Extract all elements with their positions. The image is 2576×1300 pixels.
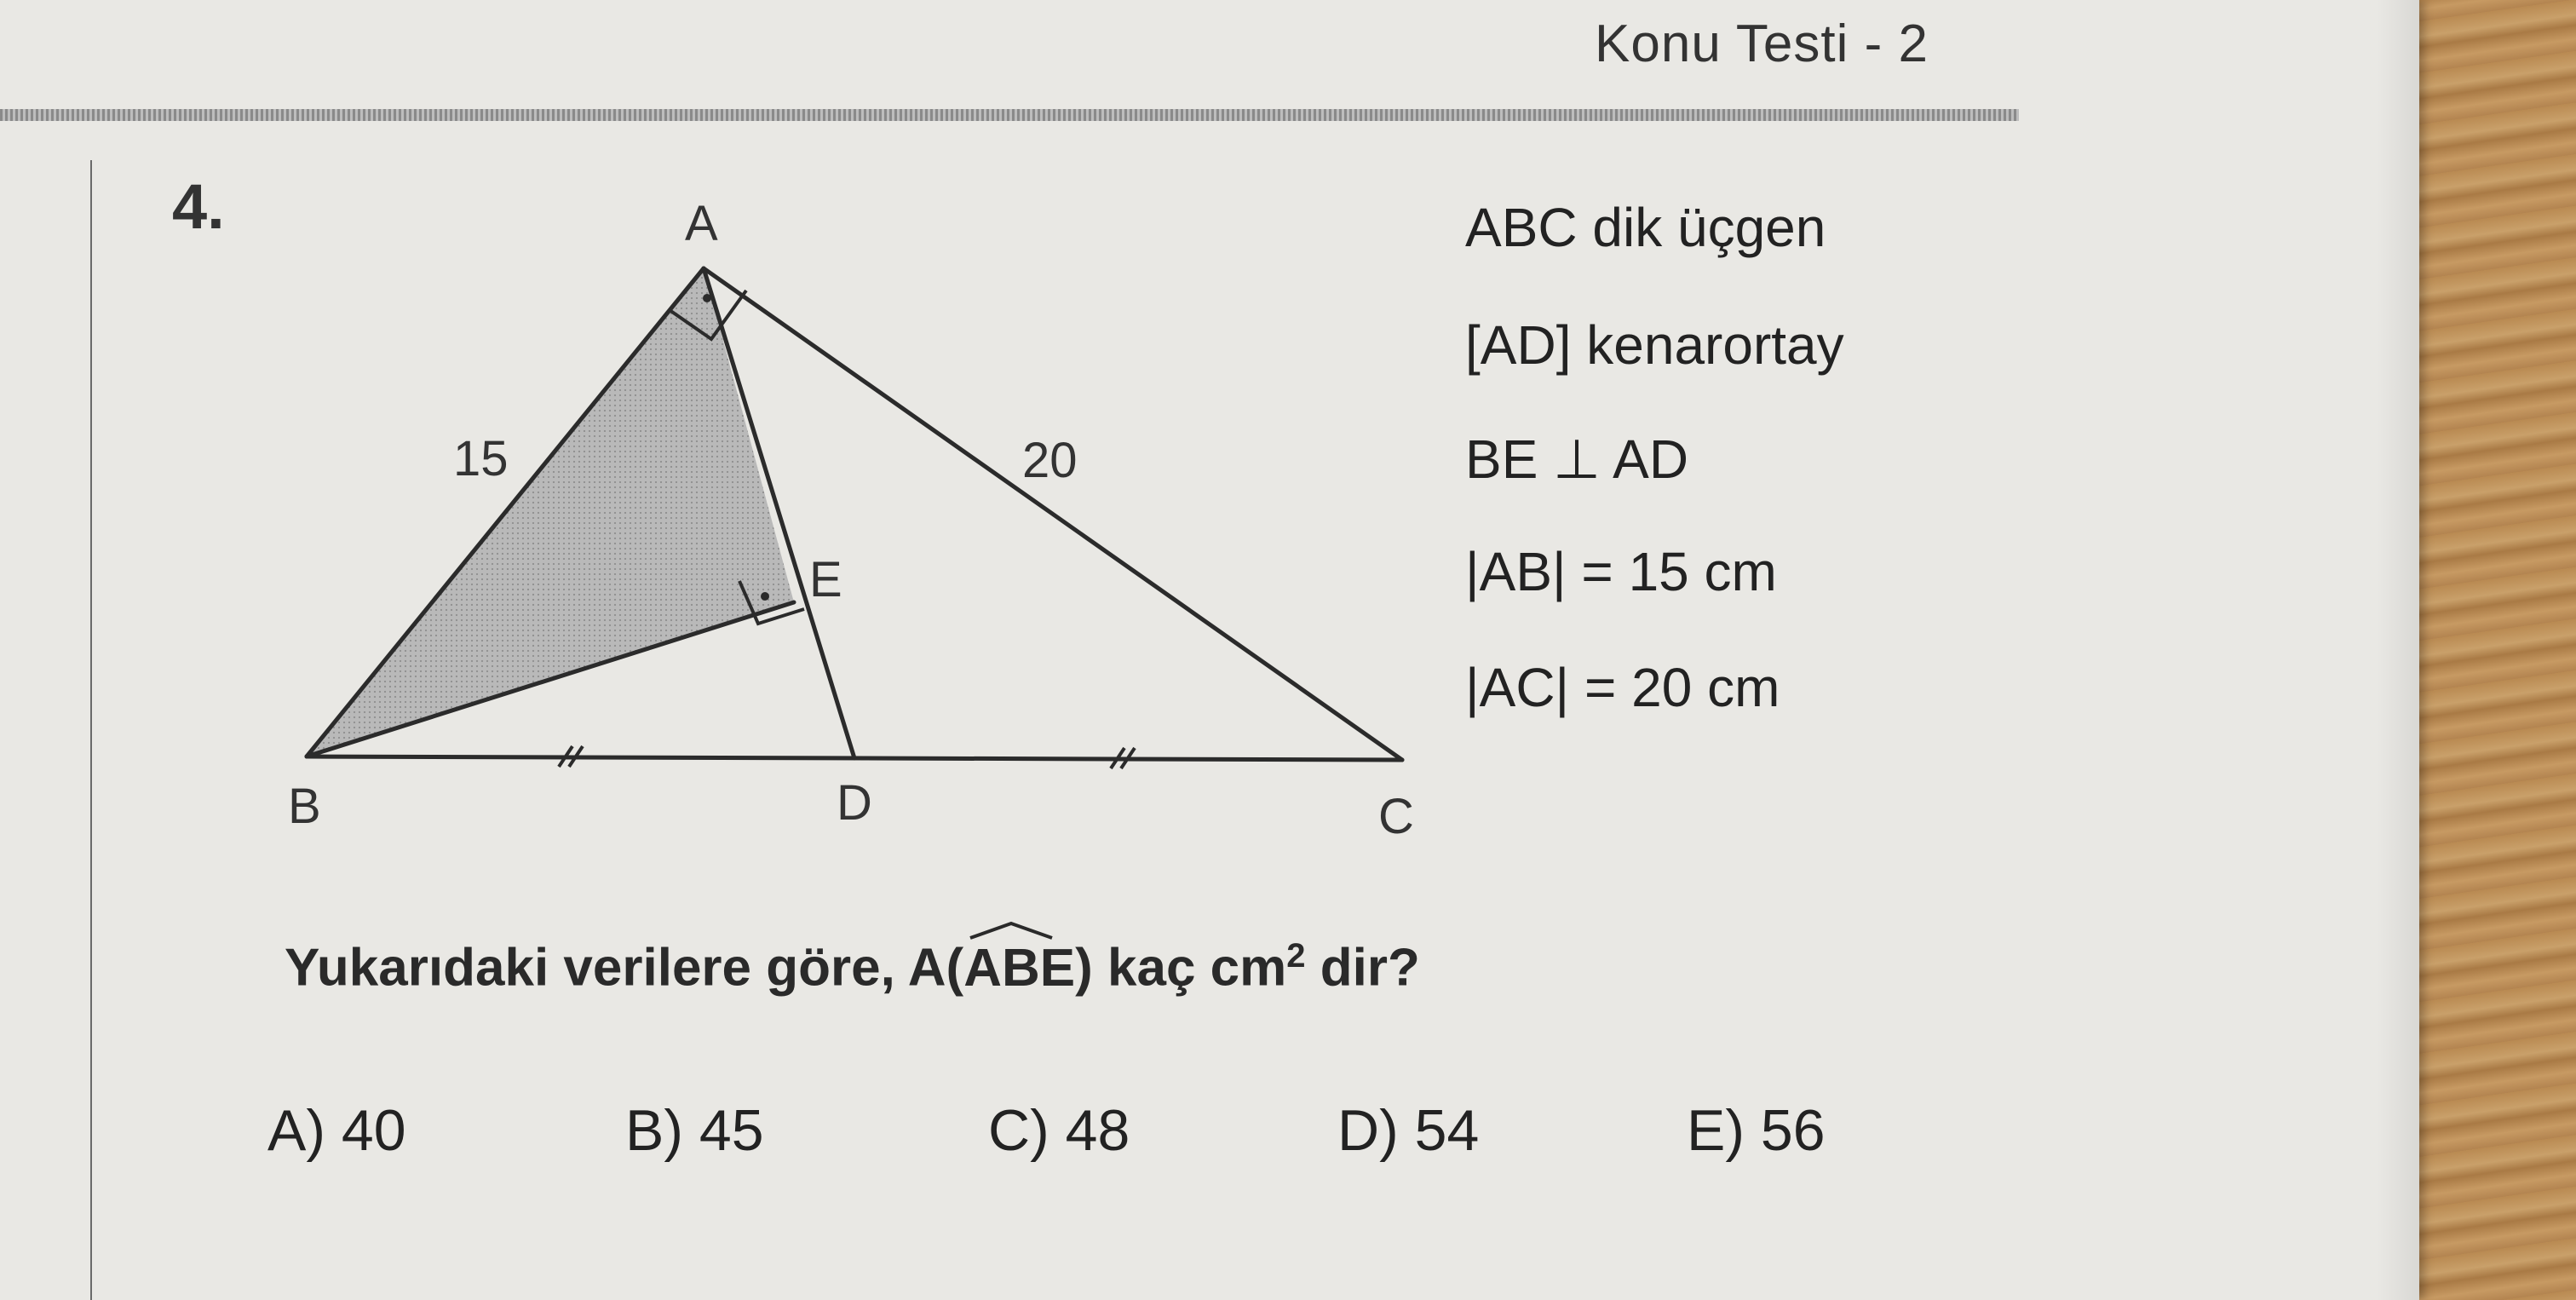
choice-a[interactable] bbox=[267, 1097, 406, 1164]
prompt-mid: ) kaç cm bbox=[1075, 938, 1287, 998]
vertex-label-e: E bbox=[809, 552, 842, 607]
choice-d-letter: D) bbox=[1337, 1098, 1399, 1163]
choice-c[interactable] bbox=[988, 1097, 1130, 1164]
choice-e-letter: E) bbox=[1687, 1098, 1745, 1163]
given-ab-length: |AB| = 15 cm bbox=[1465, 541, 1777, 602]
prompt-after: dir? bbox=[1305, 938, 1420, 998]
shaded-region-abe bbox=[307, 268, 794, 756]
given-median: [AD] kenarortay bbox=[1465, 314, 1844, 376]
area-notation bbox=[963, 938, 1075, 998]
given-right-triangle: ABC dik üçgen bbox=[1465, 197, 1826, 258]
side-ac bbox=[704, 268, 1402, 760]
prompt-before: Yukarıdaki verilere göre, A( bbox=[285, 938, 964, 998]
choice-d[interactable] bbox=[1337, 1097, 1479, 1164]
choice-a-value: 40 bbox=[341, 1098, 406, 1163]
vertex-label-d: D bbox=[837, 775, 872, 831]
choice-b-value: 45 bbox=[699, 1098, 764, 1163]
choice-c-value: 48 bbox=[1065, 1098, 1130, 1163]
question-number: 4. bbox=[172, 171, 225, 242]
choice-b[interactable] bbox=[625, 1097, 764, 1164]
arc-hat-icon bbox=[969, 921, 1054, 940]
given-ac-length: |AC| = 20 cm bbox=[1465, 657, 1780, 718]
right-angle-dot-a bbox=[703, 294, 711, 302]
choice-b-letter: B) bbox=[625, 1098, 683, 1163]
choice-c-letter: C) bbox=[988, 1098, 1049, 1163]
choice-d-value: 54 bbox=[1414, 1098, 1480, 1163]
test-title: Konu Testi - 2 bbox=[1595, 14, 1929, 73]
side-label-ab: 15 bbox=[453, 431, 509, 486]
question-prompt bbox=[285, 937, 1420, 998]
choice-e[interactable] bbox=[1687, 1097, 1826, 1164]
vertex-label-b: B bbox=[288, 779, 321, 834]
right-angle-dot-e bbox=[761, 592, 769, 601]
vertex-label-c: C bbox=[1378, 789, 1414, 844]
choice-e-value: 56 bbox=[1760, 1098, 1826, 1163]
choice-a-letter: A) bbox=[267, 1098, 325, 1163]
area-triangle-name: ABE bbox=[963, 938, 1076, 998]
given-perpendicular: BE ⊥ AD bbox=[1465, 429, 1689, 490]
vertex-label-a: A bbox=[685, 196, 718, 251]
side-label-ac: 20 bbox=[1022, 433, 1078, 488]
prompt-exponent: 2 bbox=[1286, 937, 1306, 975]
